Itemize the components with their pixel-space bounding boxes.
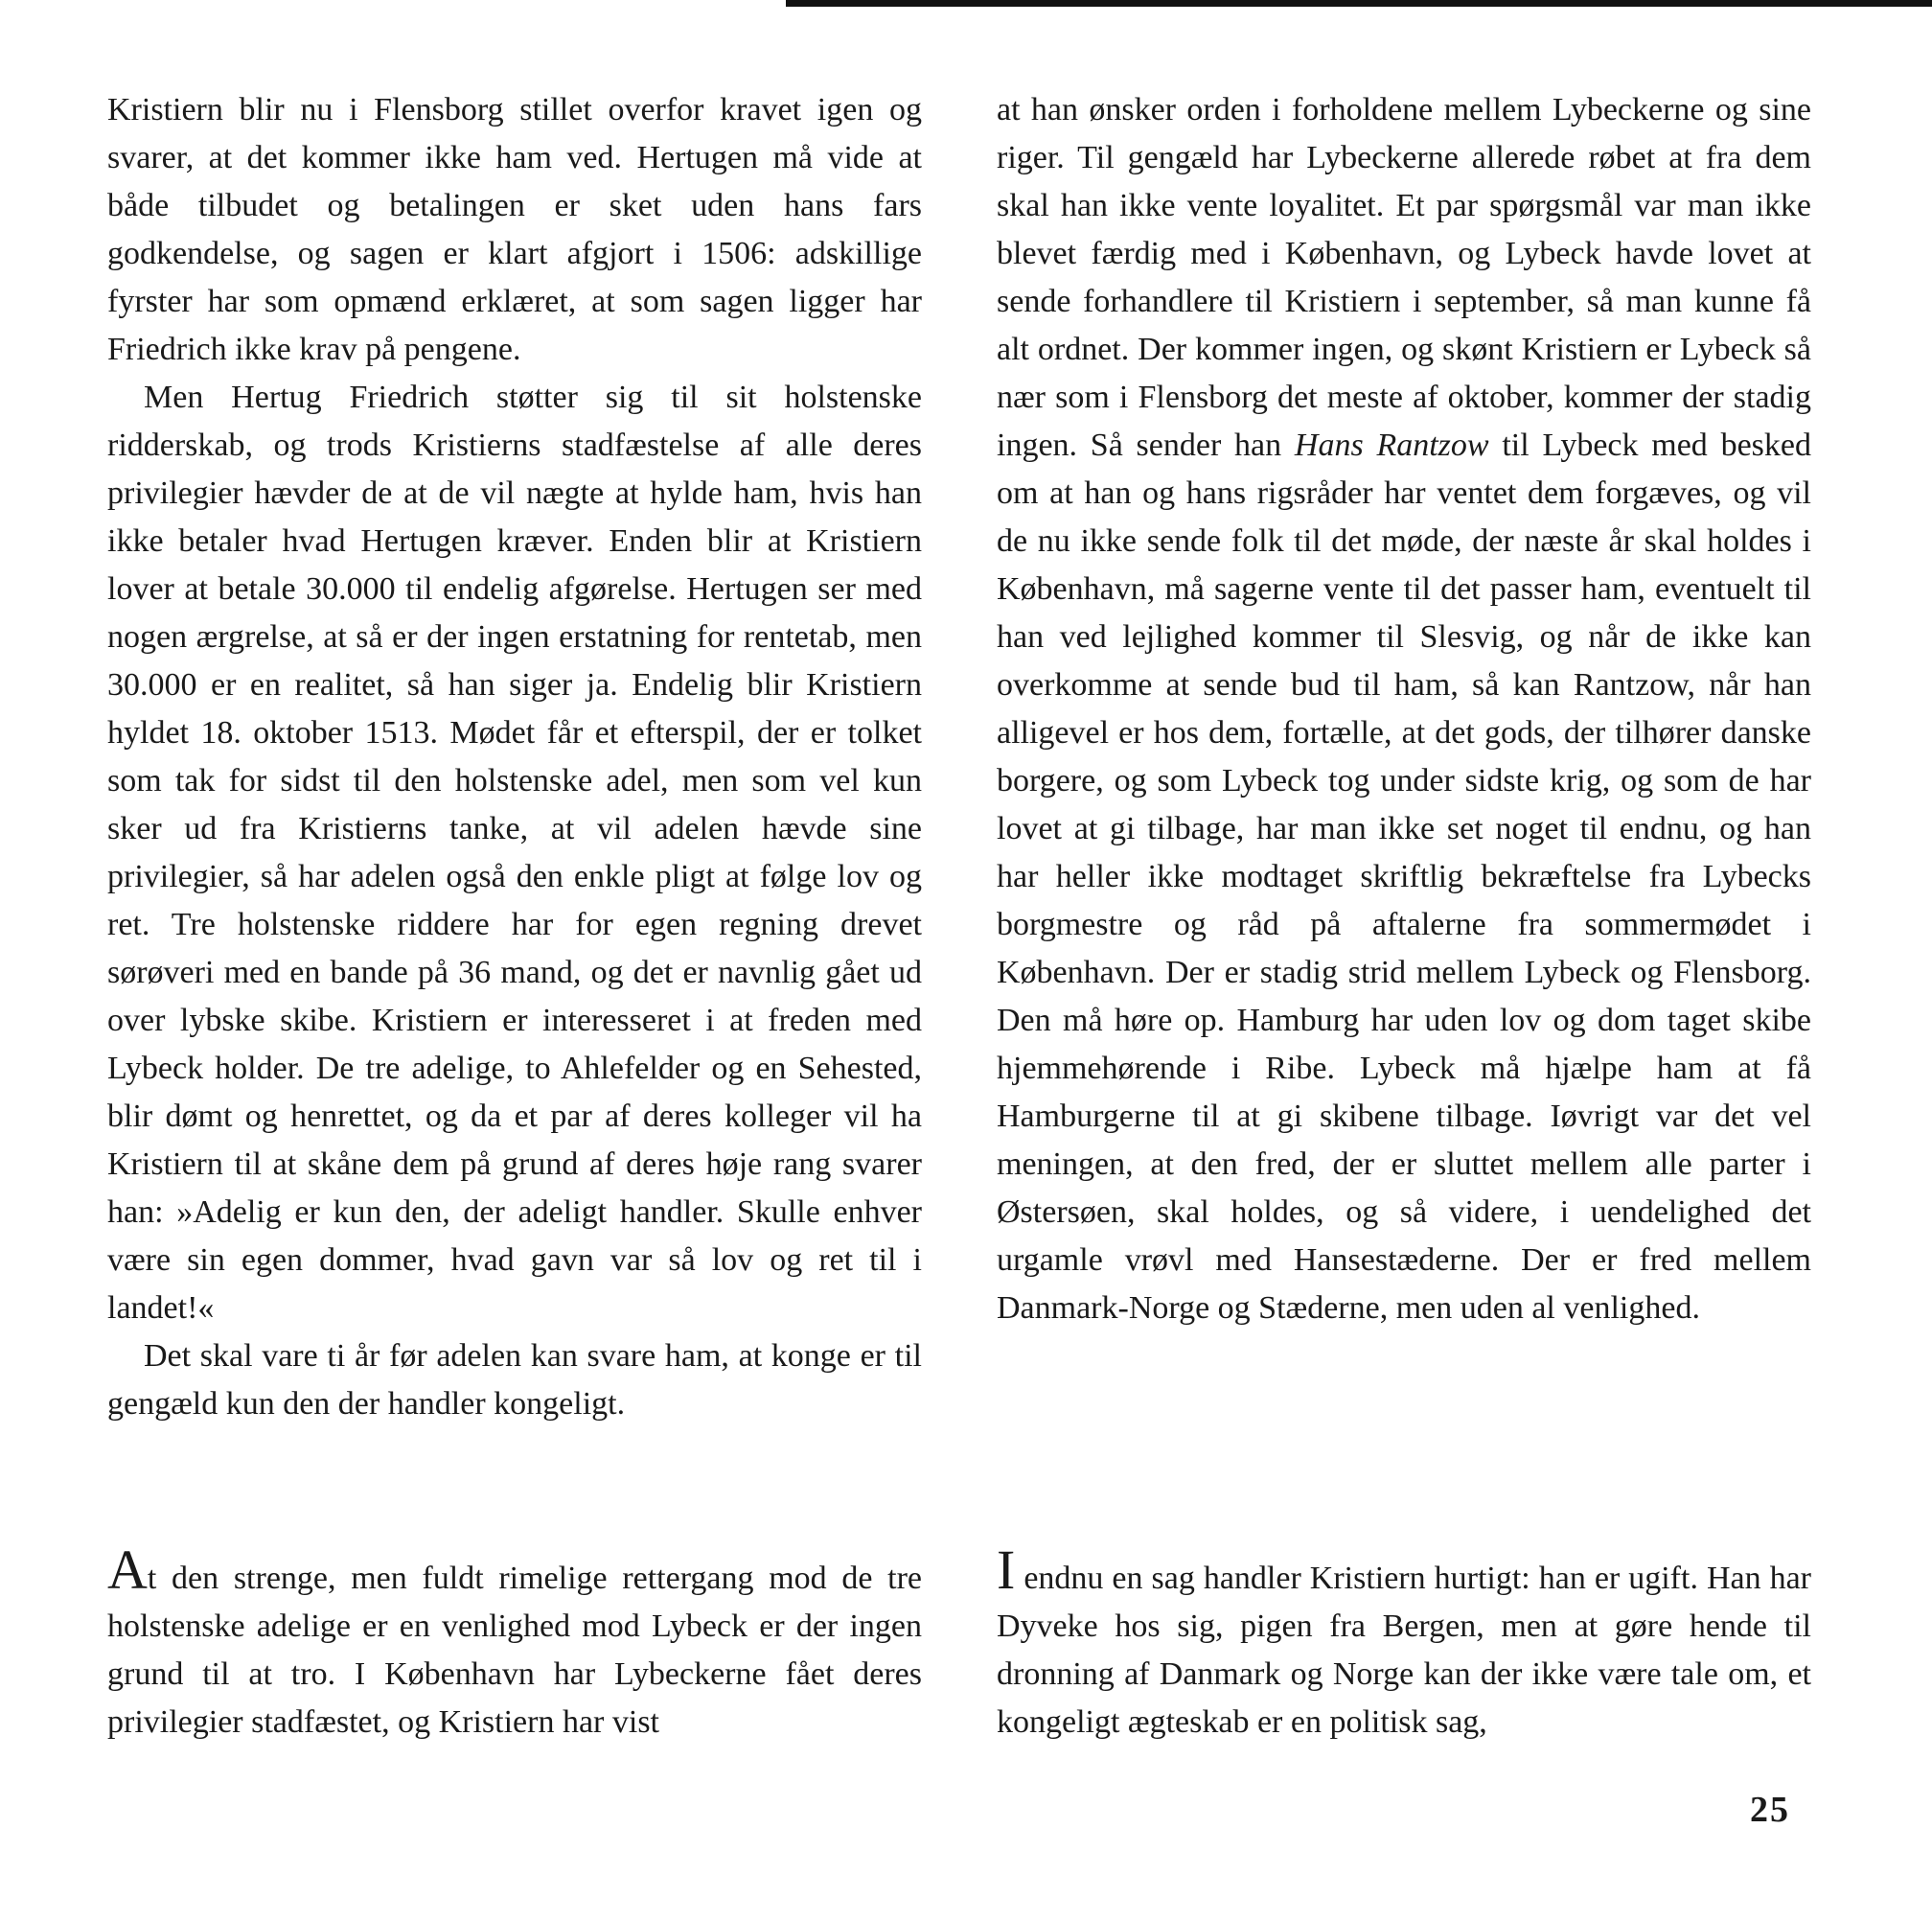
right-paragraph-1 bbox=[997, 86, 1811, 1332]
left-paragraph-2: Men Hertug Friedrich støtter sig til sit holstenske ridderskab, og trods Kristierns stadfæstelse af alle deres privilegier hævder de at de vil nægte at hylde ham, hvis han ikke betaler hvad Hertugen kræver. Enden blir at Kristiern lover at betale 30.000 til endelig afgørelse. Hertugen ser med nogen ærgrelse, at så er der ingen erstatning for rentetab, men 30.000 er en realitet, så han siger ja. Endelig blir Kristiern hyldet 18. oktober 1513. Mødet får et efterspil, der er tolket som tak for sidst til den holstenske adel, men som vel kun sker ud fra Kristierns tanke, at vil adelen hævde sine privilegier, så har adelen også den enkle pligt at følge lov og ret. Tre holstenske riddere har for egen regning drevet sørøveri med en bande på 36 mand, og det er navnlig gået ud over lybske skibe. Kristiern er interesseret i at freden med Lybeck holder. De tre adelige, to Ahlefelder og en Sehested, blir dømt og henrettet, og da et par af deres kolleger vil ha Kristiern til at skåne dem på grund af deres høje rang svarer han: »Adelig er kun den, der adeligt handler. Skulle enhver være sin egen dommer, hvad gavn var så lov og ret til i landet!« bbox=[107, 380, 922, 1326]
italic-name: Hans Rantzow bbox=[1294, 428, 1489, 463]
right-column bbox=[997, 86, 1811, 1332]
right-section bbox=[997, 1539, 1811, 1747]
right-paragraph-1-end: til Lybeck med besked om at han og hans rigsråder har ventet dem forgæves, og vil de nu ikke sende folk til det møde, der næste år skal holdes i København, må sagerne vente til det passer ham, eventuelt til han ved lejlighed kommer til Slesvig, og når de ikke kan overkomme at sende bud til ham, så kan Rantzow, når han alligevel er hos dem, fortælle, at det gods, der tilhører danske borgere, og som Lybeck tog under sidste krig, og som de har lovet at gi tilbage, har man ikke set noget til endnu, og han har heller ikke modtaget skriftlig bekræftelse fra Lybecks borgmestre og råd på aftalerne fra sommermødet i København. Der er stadig strid mellem Lybeck og Flensborg. Den må høre op. Hamburg har uden lov og dom taget skibe hjemmehørende i Ribe. Lybeck må hjælpe ham at få Hamburgerne til at gi skibene tilbage. Iøvrigt var det vel meningen, at den fred, der er sluttet mellem alle parter i Østersøen, skal holdes, og så videre, i uendelighed det urgamle vrøvl med Hansestæderne. Der er fred mellem Danmark-Norge og Stæderne, men uden al venlighed. bbox=[997, 428, 1811, 1326]
top-rule bbox=[786, 0, 1932, 7]
left-paragraph-3: Det skal vare ti år før adelen kan svare ham, at konge er til gengæld kun den der handler kongeligt. bbox=[107, 1338, 922, 1422]
right-section-text: endnu en sag handler Kristiern hurtigt: han er ugift. Han har Dyveke hos sig, pigen fra Bergen, men at gøre hende til dronning af Danmark og Norge kan der ikke være tale om, et kongeligt ægteskab er en politisk sag, bbox=[997, 1561, 1811, 1740]
right-paragraph-1-start: at han ønsker orden i forholdene mellem Lybeckerne og sine riger. Til gengæld har Lybeckerne allerede røbet at fra dem skal han ikke vente loyalitet. Et par spørgsmål var man ikke blevet færdig med i København, og Lybeck havde lovet at sende forhandlere til Kristiern i september, så man kunne få alt ordnet. Der kommer ingen, og skønt Kristiern er Lybeck så nær som i Flensborg det meste af oktober, kommer der stadig ingen. Så sender han bbox=[997, 92, 1811, 463]
initial-letter-a: A bbox=[107, 1539, 148, 1601]
left-paragraph-1: Kristiern blir nu i Flensborg stillet overfor kravet igen og svarer, at det kommer ikke ham ved. Hertugen må vide at både tilbudet og betalingen er sket uden hans fars godkendelse, og sagen er klart afgjort i 1506: adskillige fyrster har som opmænd erklæret, at som sagen ligger har Friedrich ikke krav på pengene. bbox=[107, 92, 922, 367]
left-section-text: t den strenge, men fuldt rimelige rettergang mod de tre holstenske adelige er en venlighed mod Lybeck er der ingen grund til at tro. I København har Lybeckerne fået deres privilegier stadfæstet, og Kristiern har vist bbox=[107, 1561, 922, 1740]
left-column bbox=[107, 86, 922, 1428]
initial-letter-i: I bbox=[997, 1539, 1016, 1601]
left-section bbox=[107, 1539, 922, 1747]
right-section-paragraph bbox=[997, 1539, 1811, 1747]
page-number: 25 bbox=[1750, 1790, 1790, 1830]
left-section-paragraph bbox=[107, 1539, 922, 1747]
